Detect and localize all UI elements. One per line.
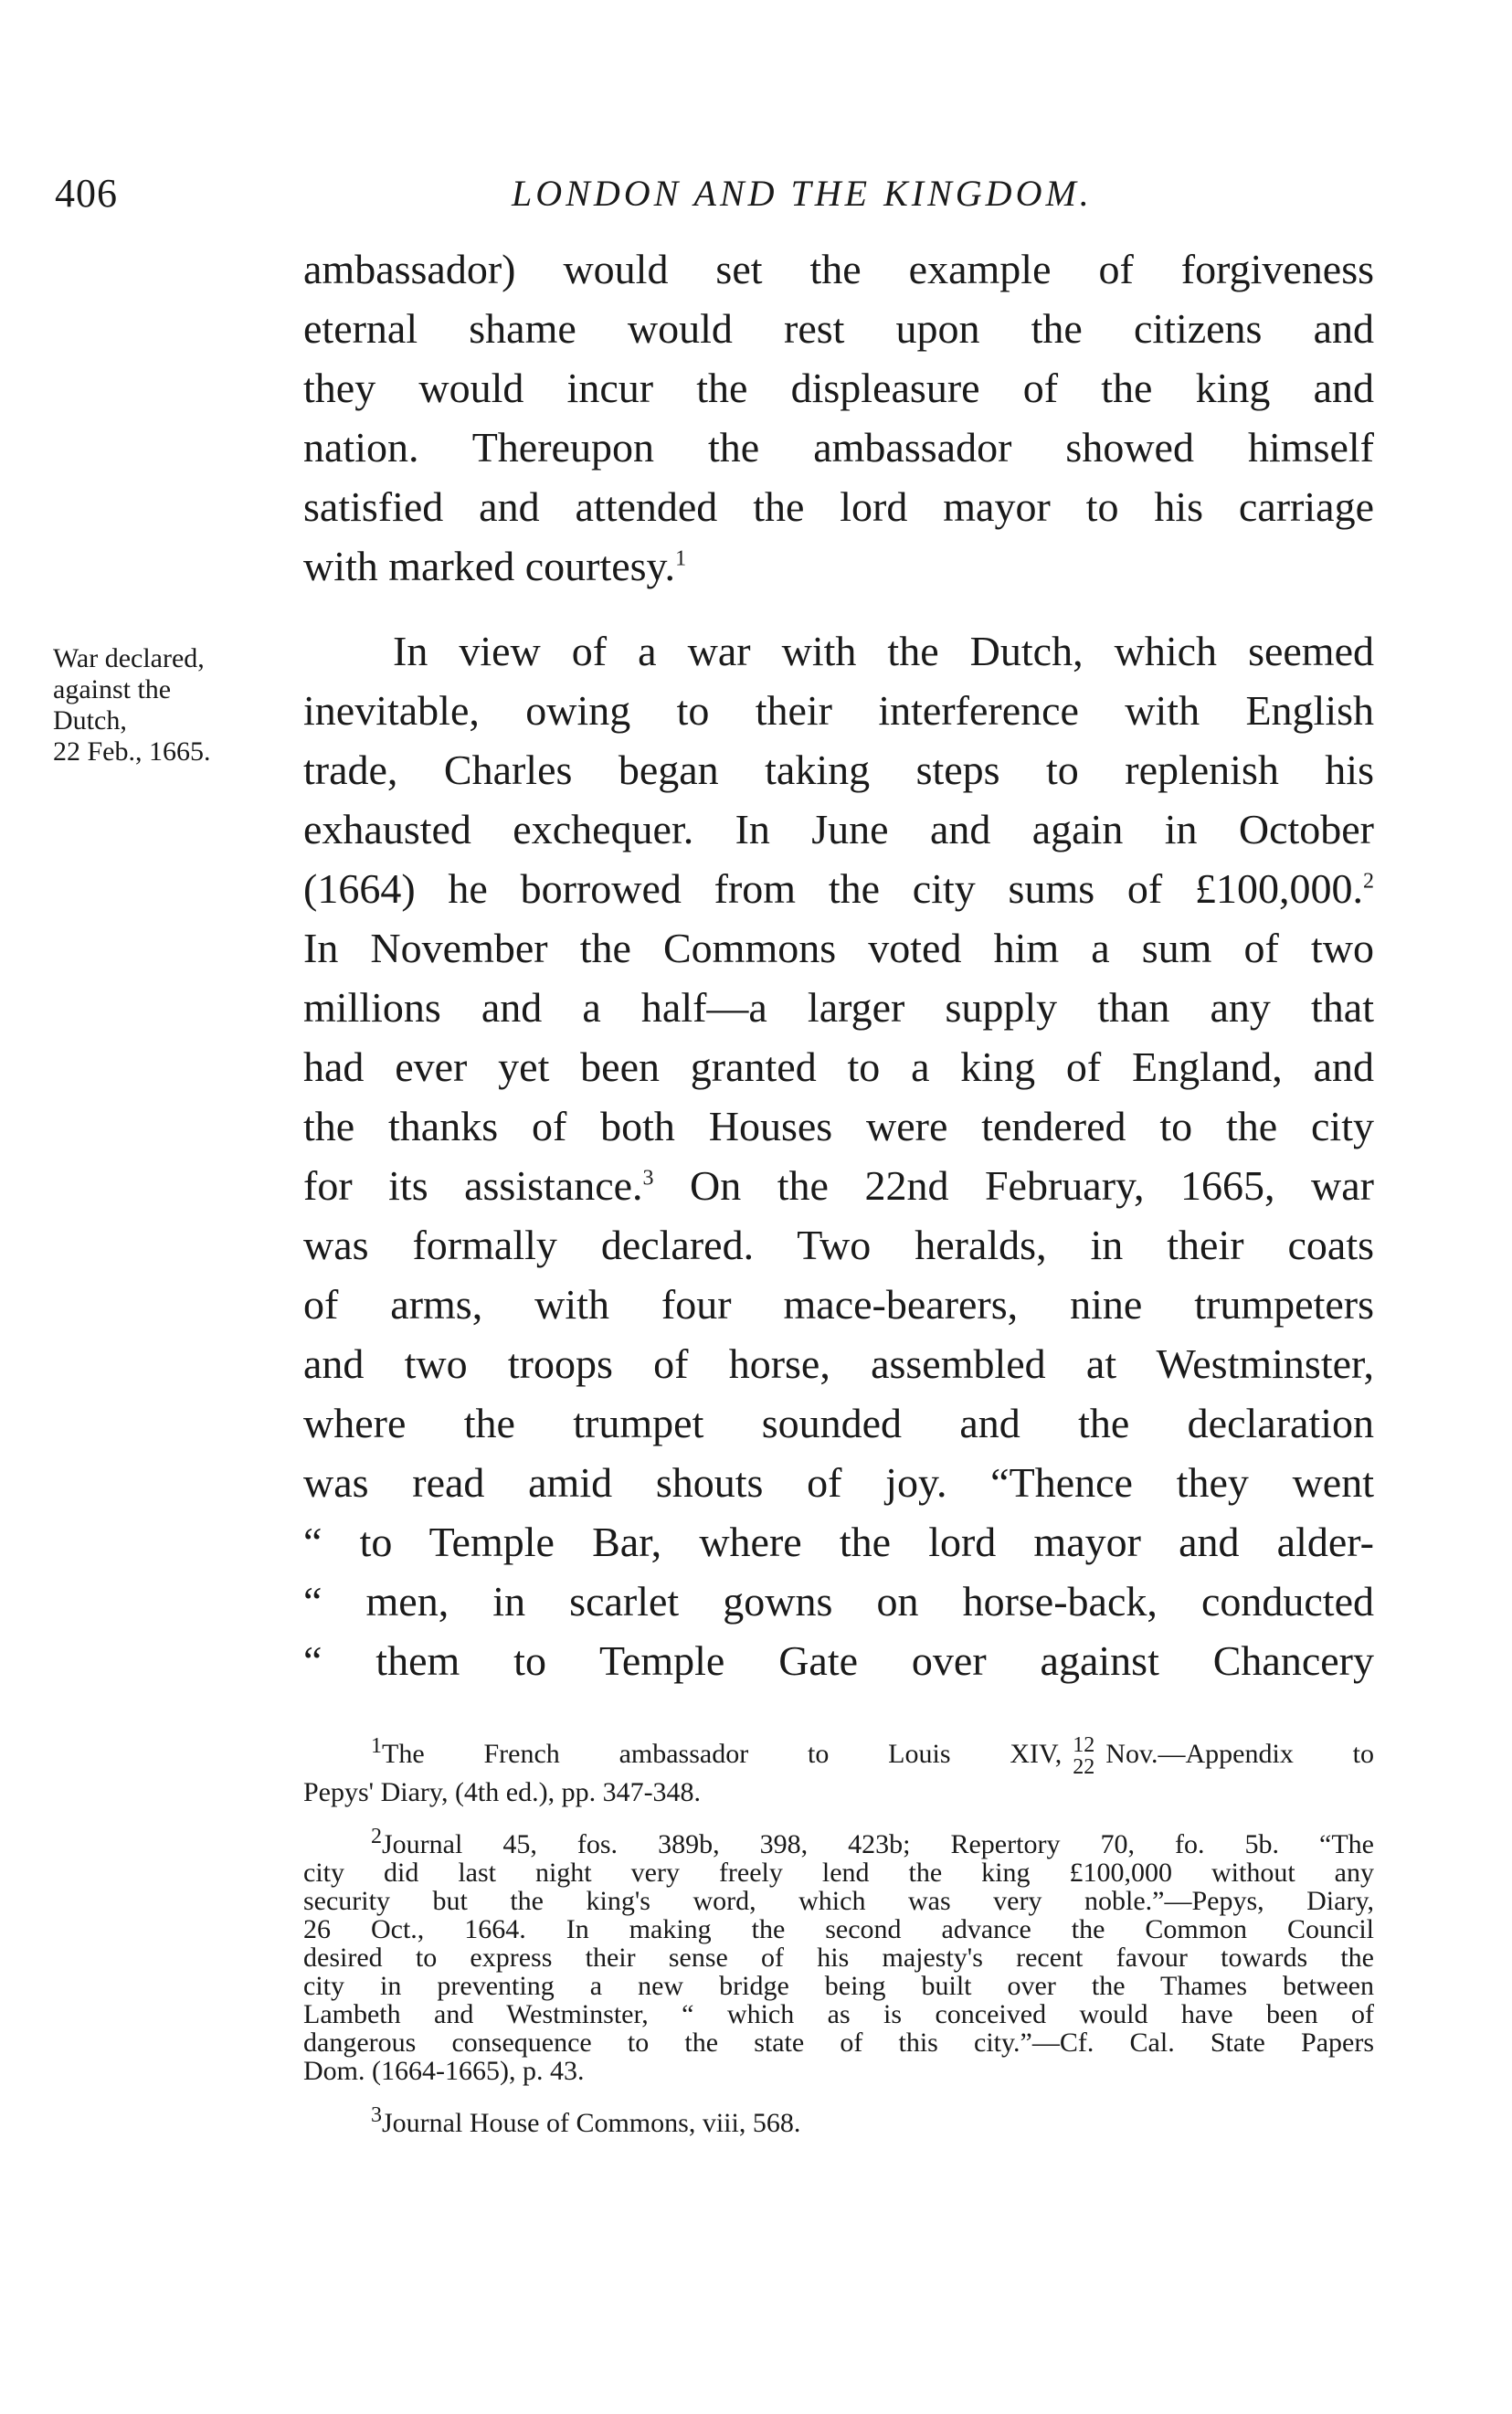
text-line: nation. Thereupon the ambassador showed himself [303, 424, 1374, 471]
footnote-line: desired to express their sense of his majesty's recent favour towards the [303, 1943, 1374, 1973]
text-line: exhausted exchequer. In June and again in October [303, 806, 1374, 852]
footnote-line: city did last night very freely lend the king £100,000 without any [303, 1858, 1374, 1888]
footnote-line: Dom. (1664-1665), p. 43. [303, 2056, 585, 2086]
text-line: satisfied and attended the lord mayor to his carriage [303, 483, 1374, 530]
text-line: inevitable, owing to their interference with English [303, 687, 1374, 734]
text-line: trade, Charles began taking steps to replenish his [303, 746, 1374, 793]
text-line [303, 859, 1374, 918]
line-text: On the 22nd February, 1665, war [653, 1162, 1374, 1209]
footnote-line: dangerous consequence to the state of this city.”—Cf. Cal. State Papers [303, 2028, 1374, 2058]
footnote-line: Pepys' Diary, (4th ed.), pp. 347-348. [303, 1777, 702, 1807]
text-line: where the trumpet sounded and the declaration [303, 1400, 1374, 1446]
footnote-line: Lambeth and Westminster, “ which as is conceived would have been of [303, 1999, 1374, 2029]
text-line [303, 1156, 1374, 1215]
margin-note-line: against the [53, 674, 172, 704]
text-line: In view of a war with the Dutch, which seemed [393, 628, 1374, 674]
text-line [303, 536, 1374, 596]
fraction-bottom: 22 [1073, 1755, 1095, 1779]
footnote-ref: 3 [642, 1166, 654, 1191]
text-line: the thanks of both Houses were tendered to the city [303, 1103, 1374, 1149]
footnote-line: city in preventing a new bridge being built over the Thames between [303, 1971, 1374, 2001]
text-line: and two troops of horse, assembled at Westminster, [303, 1340, 1374, 1387]
footnote-number: 1 [371, 1733, 382, 1758]
date-fraction [1073, 1734, 1094, 1778]
footnote-2 [303, 1825, 1374, 2086]
line-text: (1664) he borrowed from the city sums of £100,000. [303, 865, 1363, 912]
footnote-text: Journal 45, fos. 389b, 398, 423b; Repertory 70, fo. 5b. “The [382, 1829, 1374, 1859]
footnote-line [303, 2103, 1374, 2138]
line-text: for its assistance. [303, 1162, 643, 1209]
footnote-line: 26 Oct., 1664. In making the second advance the Common Council [303, 1914, 1374, 1944]
text-line: “ to Temple Bar, where the lord mayor and alder- [303, 1519, 1374, 1565]
margin-note-line: War declared, [53, 643, 205, 673]
paragraph-1 [303, 239, 1374, 596]
text-line: ambassador) would set the example of forgiveness [303, 246, 1374, 292]
margin-note-line: 22 Feb., 1665. [53, 736, 211, 767]
text-line: “ them to Temple Gate over against Chancery [303, 1637, 1374, 1684]
text-line: had ever yet been granted to a king of England, and [303, 1043, 1374, 1090]
footnote-1 [303, 1734, 1374, 1806]
footnote-ref: 1 [675, 546, 687, 571]
footnote-text: Nov.—Appendix to [1105, 1738, 1374, 1769]
footnote-3 [303, 2103, 1374, 2138]
text-line: they would incur the displeasure of the king and [303, 365, 1374, 411]
page-number: 406 [55, 171, 118, 216]
text-line: “ men, in scarlet gowns on horse-back, conducted [303, 1578, 1374, 1625]
footnotes [303, 1734, 1374, 2161]
margin-note-line: Dutch, [53, 705, 127, 736]
footnote-text: The French ambassador to Louis XIV, [382, 1738, 1063, 1769]
footnote-line [303, 1825, 1374, 1859]
margin-note [53, 643, 318, 768]
footnote-line: security but the king's word, which was very noble.”—Pepys, Diary, [303, 1886, 1374, 1916]
running-head: LONDON AND THE KINGDOM. [512, 173, 1093, 214]
footnote-text: Journal House of Commons, viii, 568. [382, 2108, 801, 2138]
fraction-top: 12 [1073, 1733, 1095, 1757]
text-line: of arms, with four mace-bearers, nine trumpeters [303, 1281, 1374, 1328]
text-line: millions and a half—a larger supply than any that [303, 984, 1374, 1031]
footnote-line [303, 1734, 1374, 1778]
footnote-ref: 2 [1363, 869, 1374, 894]
text-line: was read amid shouts of joy. “Thence they went [303, 1459, 1374, 1506]
text-line: eternal shame would rest upon the citizens and [303, 305, 1374, 352]
text-line: was formally declared. Two heralds, in their coats [303, 1222, 1374, 1268]
line-text: with marked courtesy. [303, 543, 676, 589]
footnote-number: 3 [371, 2103, 382, 2127]
text-line: In November the Commons voted him a sum of two [303, 925, 1374, 971]
paragraph-2 [303, 621, 1374, 1690]
footnote-number: 2 [371, 1825, 382, 1848]
